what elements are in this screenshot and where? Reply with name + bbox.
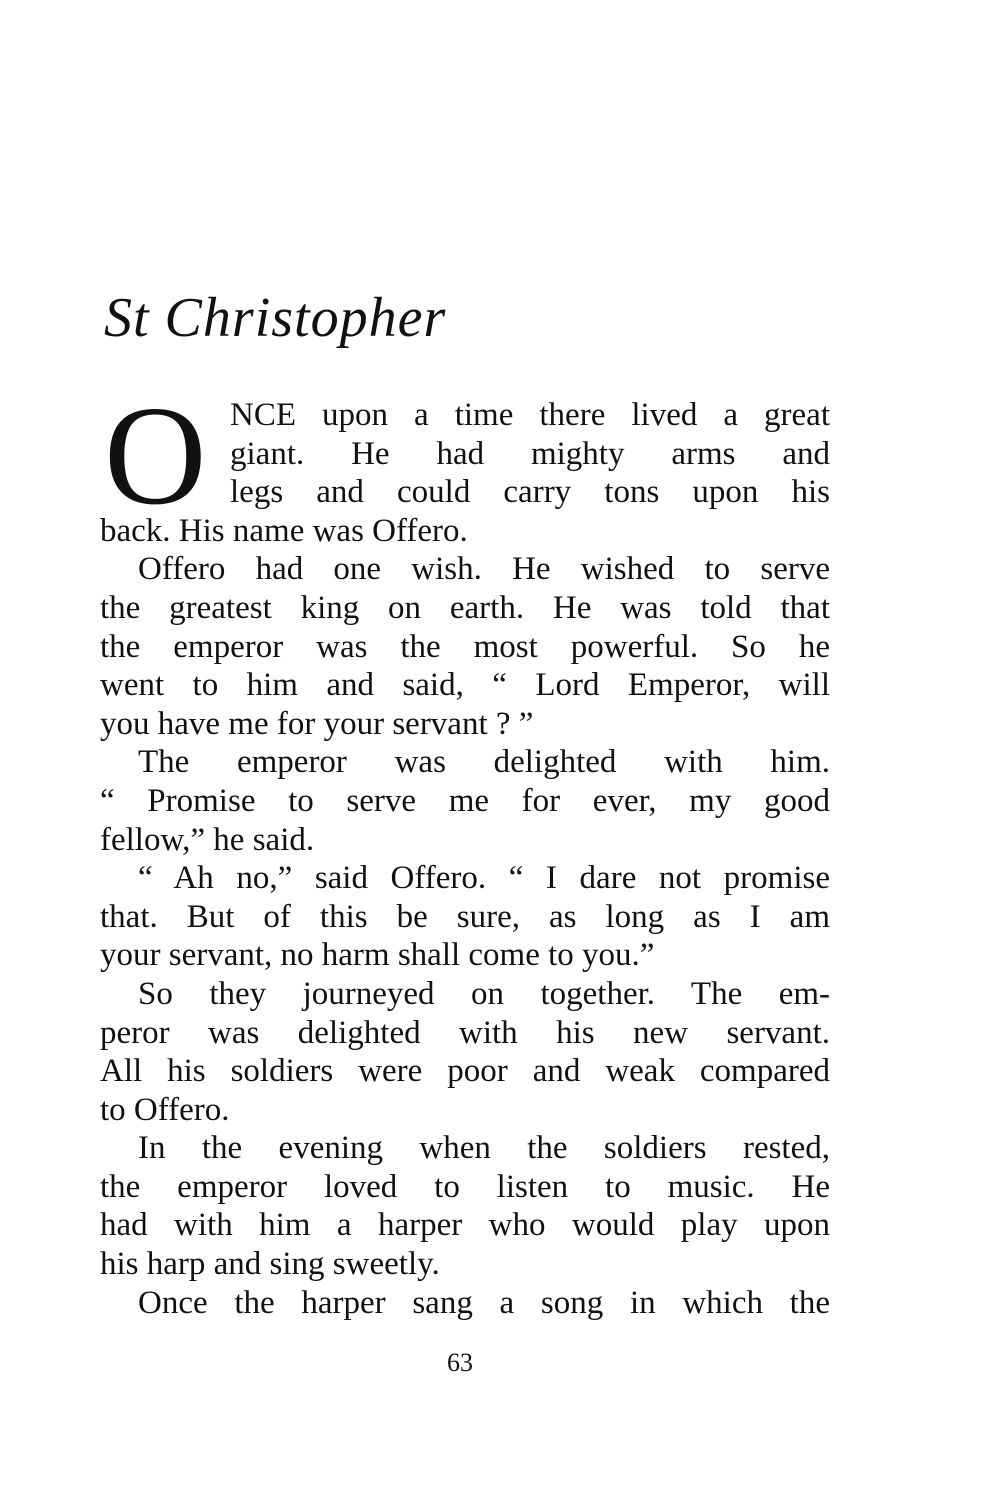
text-line: the greatest king on earth. He was told that <box>100 589 830 626</box>
text-line: you have me for your servant ? ” <box>100 705 534 742</box>
text-lines <box>100 396 830 1322</box>
text-line: The emperor was delighted with him. <box>138 744 830 781</box>
text-line: fellow,” he said. <box>100 821 315 858</box>
text-line: peror was delighted with his new servant. <box>100 1014 830 1051</box>
body-text <box>100 376 830 1322</box>
chapter-title: St Christopher <box>104 287 447 349</box>
text-line: So they journeyed on together. The em- <box>138 975 830 1012</box>
text-line: to Offero. <box>100 1091 230 1128</box>
page-number: 63 <box>447 1348 473 1377</box>
text-line: “ Ah no,” said Offero. “ I dare not promise <box>138 860 830 897</box>
text-line: the emperor was the most powerful. So he <box>100 628 830 665</box>
text-line: In the evening when the soldiers rested, <box>138 1130 830 1167</box>
text-line: All his soldiers were poor and weak compared <box>100 1053 830 1090</box>
drop-cap: O <box>104 376 207 534</box>
text-line: the emperor loved to listen to music. He <box>100 1168 830 1205</box>
text-line: went to him and said, “ Lord Emperor, will <box>100 667 830 704</box>
text-line: legs and could carry tons upon his <box>230 474 830 511</box>
text-line: his harp and sing sweetly. <box>100 1246 440 1283</box>
text-line: your servant, no harm shall come to you.” <box>100 937 655 974</box>
text-line: back. His name was Offero. <box>100 512 468 549</box>
text-line: Offero had one wish. He wished to serve <box>138 551 830 588</box>
text-line: that. But of this be sure, as long as I am <box>100 898 830 935</box>
text-line: “ Promise to serve me for ever, my good <box>100 782 830 819</box>
text-line: giant. He had mighty arms and <box>230 435 830 472</box>
text-line: NCE upon a time there lived a great <box>230 397 830 433</box>
text-line: Once the harper sang a song in which the <box>138 1284 830 1321</box>
text-line: had with him a harper who would play upon <box>100 1207 830 1244</box>
